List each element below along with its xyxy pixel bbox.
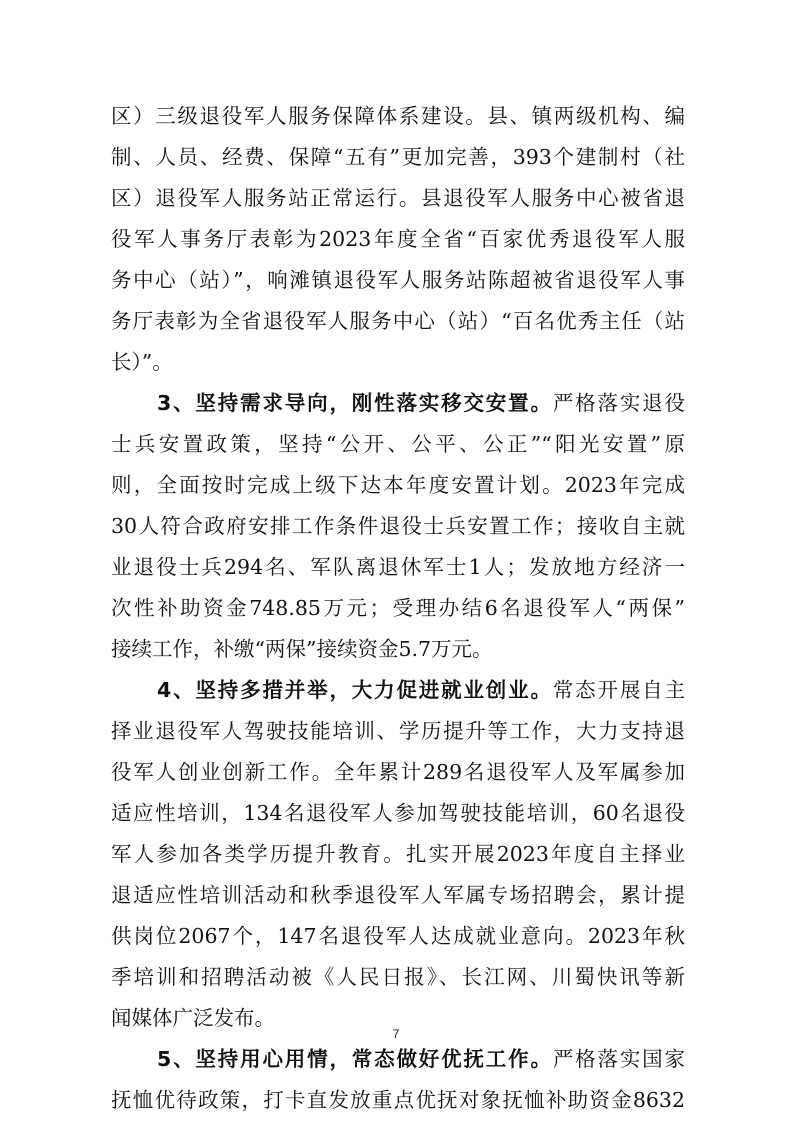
paragraph-line: 军人参加各类学历提升教育。扎实开展2023年度自主择业 xyxy=(111,842,685,866)
paragraph-line: 退适应性培训活动和秋季退役军人军属专场招聘会，累计提 xyxy=(111,883,685,907)
paragraph-line: 士兵安置政策，坚持“公开、公平、公正”“阳光安置”原 xyxy=(111,432,685,456)
paragraph-line: 则，全面按时完成上级下达本年度安置计划。2023年完成 xyxy=(111,473,685,497)
paragraph-line: 制、人员、经费、保障“五有”更加完善，393个建制村（社 xyxy=(111,145,685,169)
paragraph-line: 长）”。 xyxy=(111,350,173,374)
section-4-first-line-text: 常态开展自主 xyxy=(552,678,685,702)
section-3-heading: 3、坚持需求导向，刚性落实移交安置。 xyxy=(157,391,553,415)
section-4-first-line xyxy=(157,678,685,706)
paragraph-line: 务中心（站）”，响滩镇退役军人服务站陈超被省退役军人事 xyxy=(111,268,685,292)
section-3-first-line-text: 严格落实退役 xyxy=(552,391,685,415)
paragraph-line: 业退役士兵294名、军队离退休军士1人；发放地方经济一 xyxy=(111,555,685,579)
paragraph-line: 闻媒体广泛发布。 xyxy=(111,1006,275,1030)
paragraph-line: 供岗位2067个，147名退役军人达成就业意向。2023年秋 xyxy=(111,924,685,948)
paragraph-line: 择业退役军人驾驶技能培训、学历提升等工作，大力支持退 xyxy=(111,719,685,743)
paragraph-line: 役军人创业创新工作。全年累计289名退役军人及军属参加 xyxy=(111,760,685,784)
section-5-heading: 5、坚持用心用情，常态做好优抚工作。 xyxy=(157,1047,553,1071)
paragraph-line: 次性补助资金748.85万元；受理办结6名退役军人“两保” xyxy=(111,596,685,620)
section-4-heading: 4、坚持多措并举，大力促进就业创业。 xyxy=(157,678,553,702)
paragraph-line: 抚恤优待政策，打卡直发放重点优抚对象抚恤补助资金8632 xyxy=(111,1088,685,1112)
paragraph-line: 接续工作，补缴“两保”接续资金5.7万元。 xyxy=(111,637,493,661)
paragraph-line: 区）三级退役军人服务保障体系建设。县、镇两级机构、编 xyxy=(111,104,685,128)
paragraph-line: 役军人事务厅表彰为2023年度全省“百家优秀退役军人服 xyxy=(111,227,685,251)
paragraph-line: 30人符合政府安排工作条件退役士兵安置工作；接收自主就 xyxy=(111,514,685,538)
section-5-first-line xyxy=(157,1047,685,1075)
page-number: 7 xyxy=(392,1027,400,1041)
paragraph-line: 务厅表彰为全省退役军人服务中心（站）“百名优秀主任（站 xyxy=(111,309,685,333)
section-3-first-line xyxy=(157,391,685,419)
paragraph-line: 区）退役军人服务站正常运行。县退役军人服务中心被省退 xyxy=(111,186,685,210)
paragraph-line: 季培训和招聘活动被《人民日报》、长江网、川蜀快讯等新 xyxy=(111,965,685,989)
section-5-first-line-text: 严格落实国家 xyxy=(552,1047,685,1071)
paragraph-line: 适应性培训，134名退役军人参加驾驶技能培训，60名退役 xyxy=(111,801,685,825)
